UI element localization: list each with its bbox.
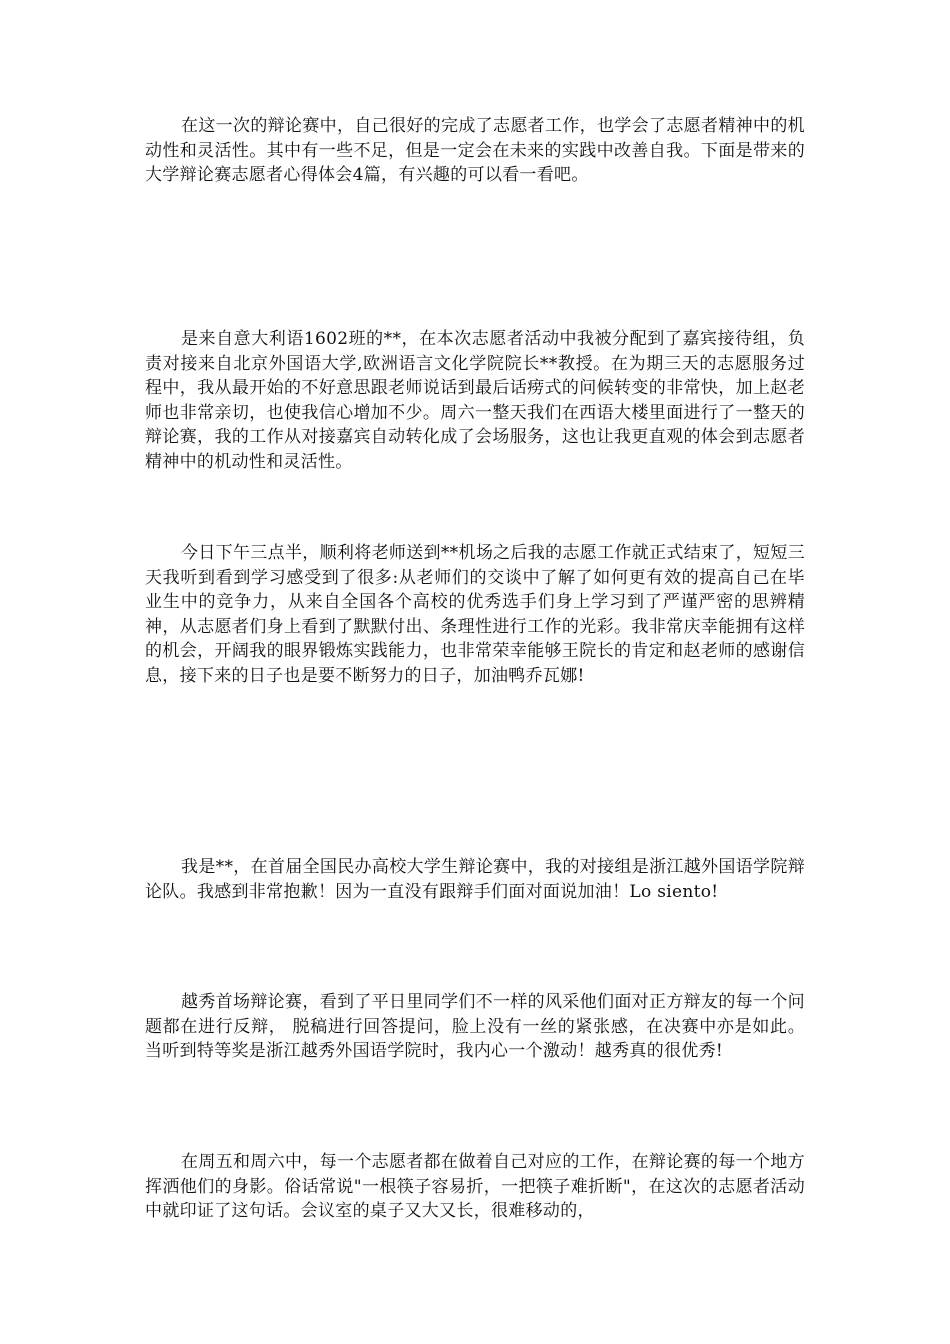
- essay-paragraph: 越秀首场辩论赛，看到了平日里同学们不一样的风采他们面对正方辩友的每一个问题都在进行反辩， 脱稿进行回答提问，脸上没有一丝的紧张感，在决赛中亦是如此。当听到特等奖是浙江越秀外国语学院时，我内心一个激动！越秀真的很优秀!: [145, 992, 805, 1061]
- essay-paragraph: 是来自意大利语1602班的**，在本次志愿者活动中我被分配到了嘉宾接待组，负责对接来自北京外国语大学,欧洲语言文化学院院长**教授。在为期三天的志愿服务过程中，我从最开始的不好意思跟老师说话到最后话痨式的问候转变的非常快，加上赵老师也非常亲切，也使我信心增加不少。周六一整天我们在西语大楼里面进行了一整天的辩论赛，我的工作从对接嘉宾自动转化成了会场服务，这也让我更直观的体会到志愿者精神中的机动性和灵活性。: [145, 329, 805, 472]
- essay-paragraph: 在周五和周六中，每一个志愿者都在做着自己对应的工作，在辩论赛的每一个地方挥洒他们的身影。俗话常说"一根筷子容易折，一把筷子难折断"，在这次的志愿者活动中就印证了这句话。会议室的桌子又大又长，很难移动的，: [145, 1152, 805, 1221]
- essay-paragraph: 我是**，在首届全国民办高校大学生辩论赛中，我的对接组是浙江越外国语学院辩论队。我感到非常抱歉！因为一直没有跟辩手们面对面说加油！Lo siento!: [145, 857, 805, 902]
- intro-paragraph: 在这一次的辩论赛中，自己很好的完成了志愿者工作，也学会了志愿者精神中的机动性和灵活性。其中有一些不足，但是一定会在未来的实践中改善自我。下面是带来的大学辩论赛志愿者心得体会4篇，有兴趣的可以看一看吧。: [145, 116, 805, 185]
- essay-paragraph: 今日下午三点半，顺利将老师送到**机场之后我的志愿工作就正式结束了，短短三天我听到看到学习感受到了很多:从老师们的交谈中了解了如何更有效的提高自己在毕业生中的竞争力，从来自全国各个高校的优秀选手们身上学习到了严谨严密的思辨精神，从志愿者们身上看到了默默付出、条理性进行工作的光彩。我非常庆幸能拥有这样的机会，开阔我的眼界锻炼实践能力，也非常荣幸能够王院长的肯定和赵老师的感谢信息，接下来的日子也是要不断努力的日子，加油鸭乔瓦娜!: [145, 543, 805, 686]
